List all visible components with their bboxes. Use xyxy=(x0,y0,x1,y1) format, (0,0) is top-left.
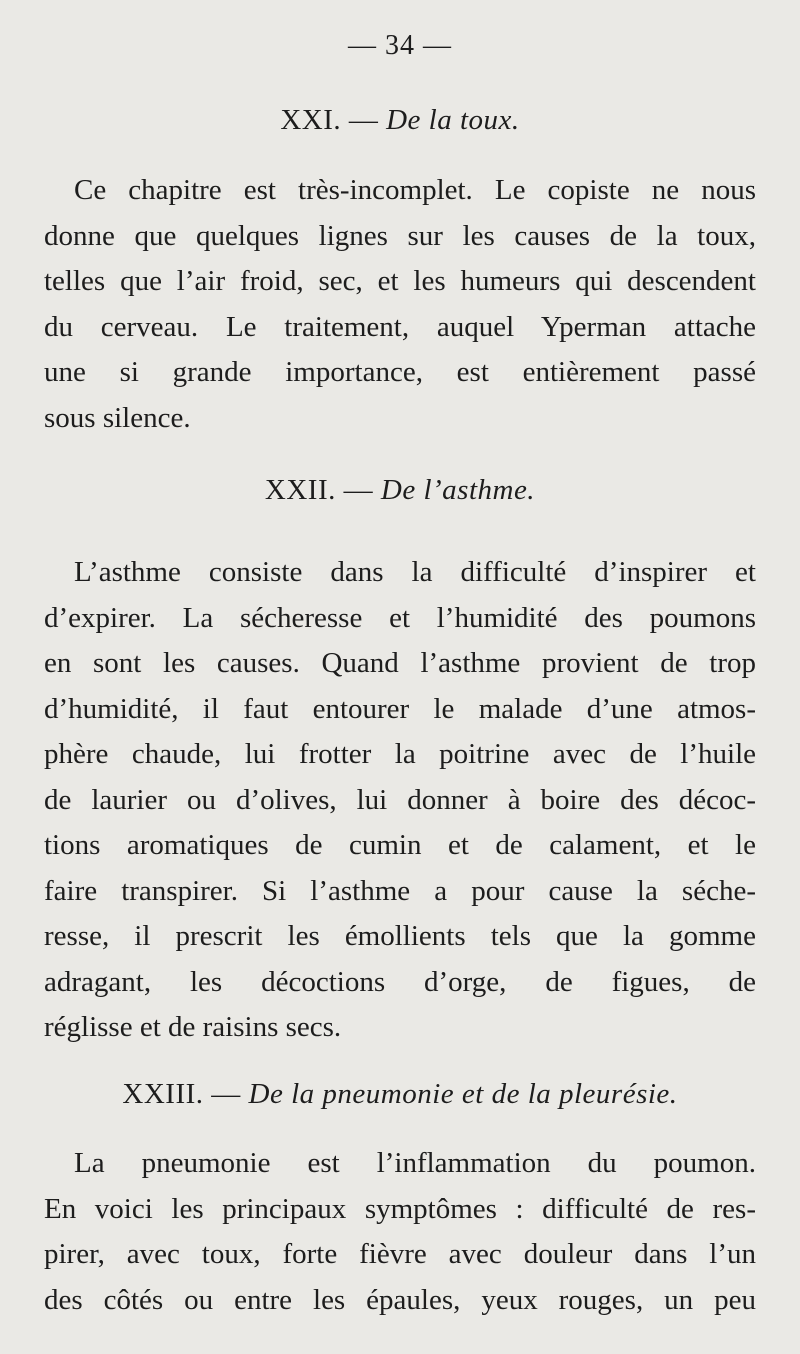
text-line: pirer, avec toux, forte fièvre avec douleur dans l’un xyxy=(44,1238,756,1270)
text-line: d’expirer. La sécheresse et l’humidité des poumons xyxy=(44,601,756,634)
text-line: resse, il prescrit les émollients tels que la gomme xyxy=(44,920,756,952)
text-line: faire transpirer. Si l’asthme a pour cause la séche- xyxy=(44,874,756,907)
text-line: La pneumonie est l’inflammation du poumon. xyxy=(74,1147,756,1179)
text-line: de laurier ou d’olives, lui donner à boire des décoc- xyxy=(44,783,756,816)
section-number: XXII. — xyxy=(264,474,374,506)
section-heading-xxiii xyxy=(0,1078,800,1111)
text-line: d’humidité, il faut entourer le malade d’une atmos- xyxy=(44,692,756,725)
text-line: réglisse et de raisins secs. xyxy=(44,1011,342,1043)
page-number: — 34 — xyxy=(348,30,452,61)
text-line: du cerveau. Le traitement, auquel Yperman attache xyxy=(44,310,756,343)
text-line: donne que quelques lignes sur les causes de la toux, xyxy=(44,219,756,252)
text-line: L’asthme consiste dans la difficulté d’inspirer et xyxy=(74,556,756,588)
text-line: En voici les principaux symptômes : difficulté de res- xyxy=(44,1192,756,1225)
section-title: De la pneumonie et de la pleurésie. xyxy=(248,1078,678,1110)
text-line: sous silence. xyxy=(44,401,191,434)
section-title: De l’asthme. xyxy=(380,474,536,506)
text-line: tions aromatiques de cumin et de calament, et le xyxy=(44,829,756,861)
section-heading-xxi xyxy=(0,104,800,137)
text-line: une si grande importance, est entièrement passé xyxy=(44,356,756,388)
paragraph-xxi xyxy=(44,168,756,441)
text-line: en sont les causes. Quand l’asthme provient de trop xyxy=(44,647,756,679)
section-heading-xxii xyxy=(0,474,800,507)
section-number: XXI. — xyxy=(280,104,379,136)
text-line: phère chaude, lui frotter la poitrine avec de l’huile xyxy=(44,738,756,770)
section-number: XXIII. — xyxy=(122,1078,241,1110)
section-title: De la toux. xyxy=(386,104,520,136)
text-line: telles que l’air froid, sec, et les humeurs qui descendent xyxy=(44,265,756,297)
paragraph-xxiii xyxy=(44,1141,756,1323)
text-line: adragant, les décoctions d’orge, de figues, de xyxy=(44,965,756,998)
text-line: Ce chapitre est très-incomplet. Le copiste ne nous xyxy=(74,174,756,206)
text-line: des côtés ou entre les épaules, yeux rouges, un peu xyxy=(44,1283,756,1316)
paragraph-xxii xyxy=(44,550,756,1051)
